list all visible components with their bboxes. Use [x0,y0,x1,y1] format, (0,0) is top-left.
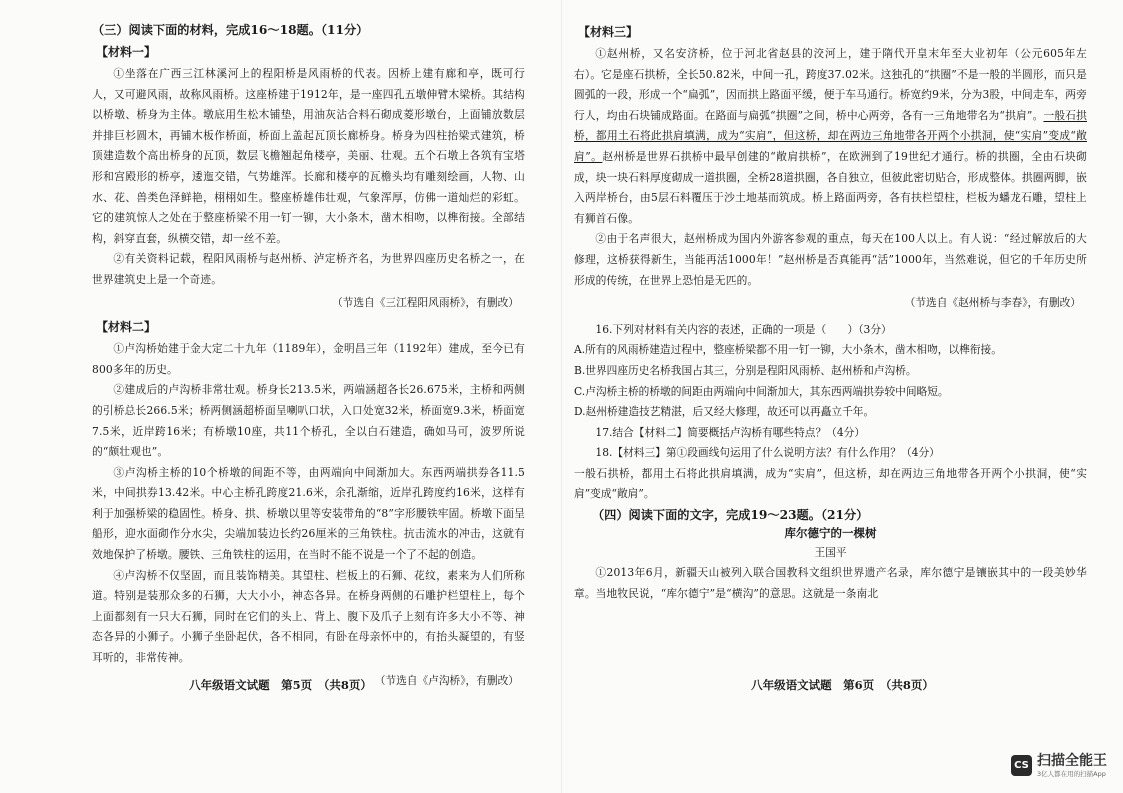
material-2-para-1: ①卢沟桥始建于金大定二十九年（1189年），金明昌三年（1192年）建成，至今已有800多年的历史。 [92,342,525,376]
story-title: 库尔德宁的一棵树 [784,526,877,541]
material-2-para-3: ③卢沟桥主桥的10个桥墩的间距不等，由两端向中间渐加大。东西两端拱券各11.5米，中间拱券13.42米。中心主桥孔跨度21.6米，余孔渐缩，近岸孔跨度约16米，这样有利于加强桥梁的稳固性。桥身、拱、桥墩以里等安装带角的“8”字形腰铁牢固。桥墩下面呈船形，迎水面砌作分水尖，尖端加装边长约26厘米的三角铁柱。抗击流水的冲击，这就有效地保护了桥墩。腰铁、三角铁柱的运用，在当时不能不说是一个了不起的创造。 [92,465,525,562]
material-3-para-1-start: ①赵州桥，又名安济桥，位于河北省赵县的洨河上，建于隋代开皇末年至大业初年（公元605年左右）。它是座石拱桥，全长50.82米，中间一孔，跨度37.02米。这独孔的“拱圈”不是一般的半圆形，而只是圆弧的一段，形成一个“扁弧”，因而拱上路面平缓，便于车马通行。桥宽约9米，分为3股，中间走车，两旁行人，均由石块铺成路面。在路面与扁弧“拱圈”之间，桥中心两旁，各有一三角地带名为“拱肩”。 [574,47,1087,122]
material-3-source: （节选自《赵州桥与李春》，有删改） [904,296,1081,310]
material-3-title: 【材料三】 [578,25,639,39]
material-1-source: （节选自《三江程阳风雨桥》，有删改） [331,295,519,309]
section-4-title: （四）阅读下面的文字，完成19～23题。（21分） [592,508,869,523]
material-1-para-2: ②有关资料记载，程阳风雨桥与赵州桥、泸定桥齐名，为世界四座历史名桥之一，在世界建筑史上是一个奇迹。 [92,252,525,286]
camscanner-watermark [1011,754,1107,778]
material-3-para-1-end: 赵州桥是世界石拱桥中最早创建的“敞肩拱桥”，在欧洲到了19世纪才通行。桥的拱圈，全由石块砌成，块一块石料厚度砌成一道拱圈，全桥28道拱圈，各自独立，但彼此密切贴合，形成整体。拱圈两脚，嵌入两岸桥台，由5层石料覆压于沙土地基而筑成。桥上路面两旁，各有扶栏望柱，栏板为蟠龙石雕，望柱上有狮首石像。 [574,149,1088,225]
question-18: 18.【材料三】第①段画线句运用了什么说明方法？有什么作用？（4分） [595,446,940,460]
camscanner-icon: CS [1011,755,1032,776]
material-2-para-2: ②建成后的卢沟桥非常壮观。桥身长213.5米，两端涵超各长26.675米，主桥和两侧的引桥总长266.5米；桥两侧涵超桥面呈喇叭口状，入口处宽32米，桥面宽9.3米，桥面宽7.5米，近岸跨16米；有桥墩10座，共11个桥孔，全以白石建造，确如马可，波罗所说的“颇壮观也”。 [92,383,525,459]
page-6-footer: 八年级语文试题 第6页 （共8页） [751,678,934,692]
question-16-option-d: D.赵州桥建造技艺精湛，后又经大修理，故还可以再矗立千年。 [574,405,875,419]
page-6 [562,0,1123,793]
story-para-1: ①2013年6月，新疆天山被列入联合国教科文组织世界遗产名录，库尔德宁是镶嵌其中的一段美妙华章。当地牧民说，“库尔德宁”是“横沟”的意思。这就是一条南北 [574,566,1087,600]
page-5 [0,0,561,793]
material-1-title: 【材料一】 [96,45,157,59]
camscanner-name: 扫描全能王 [1037,752,1107,769]
story-author: 王国平 [814,546,847,560]
material-3-para-1 [574,44,1087,229]
camscanner-tagline: 3亿人都在用的扫描App [1037,769,1106,778]
page-5-footer: 八年级语文试题 第5页 （共8页） [189,678,372,692]
question-18-quote: 一般石拱桥，都用土石将此拱肩填满，成为“实肩”，但这桥，却在两边三角地带各开两个小拱洞，使“实肩”变成“敞肩”。 [574,466,1087,501]
question-16-option-b: B.世界四座历史名桥我国占其三，分别是程阳风雨桥、赵州桥和卢沟桥。 [574,363,917,377]
question-16-option-a: A.所有的风雨桥建造过程中，整座桥梁都不用一钉一铆，大小条木，凿木相吻，以榫衔接。 [574,343,1002,357]
material-2-source: （节选自《卢沟桥》，有删改） [374,673,519,687]
material-3-para-2: ②由于名声很大，赵州桥成为国内外游客参观的重点，每天在100人以上。有人说：“经过解放后的大修理，这桥获得新生，当能再活1000年！”赵州桥是否真能再“活”1000年，当然难说，但它的千年历史所形成的传统，在世界上恐怕是无匹的。 [574,232,1087,287]
section-3-title: （三）阅读下面的材料，完成16～18题。（11分） [92,23,369,37]
material-2-title: 【材料二】 [96,320,157,335]
material-3-underlined-sentence: 一般石拱桥，都用土石将此拱肩填满，成为“实肩”，但这桥，却在两边三角地带各开两个小拱洞，使“实肩”变成“敞肩”。 [574,108,1087,163]
question-16-stem: 16.下列对材料有关内容的表述，正确的一项是（ ）（3分） [595,322,892,336]
question-16-option-c: C.卢沟桥主桥的桥墩的间距由两端向中间渐加大，其东西两端拱券较中间略短。 [574,384,949,398]
question-17: 17.结合【材料二】简要概括卢沟桥有哪些特点？（4分） [595,425,866,439]
material-2-para-4: ④卢沟桥不仅坚固，而且装饰精美。其望柱、栏板上的石狮、花纹，素来为人们所称道。特别是装那众多的石狮，大大小小，神态各异。在桥身两侧的石雕护栏望柱上，每个上面都刻有一只大石狮，同时在它们的头上、背上、腹下及爪子上刻有许多大小不等、神态各异的小狮子。小狮子坐卧起伏，各不相同，有卧在母亲怀中的，有抬头凝望的，有竖耳听的，非常传神。 [92,568,525,665]
material-1-para-1: ①坐落在广西三江林溪河上的程阳桥是风雨桥的代表。因桥上建有廊和亭，既可行人，又可避风雨，故称风雨桥。这座桥建于1912年，是一座四孔五墩伸臂木梁桥。其结构以桥墩、桥身为主体。墩底用生松木铺垫，用油灰沾合料石砌成菱形墩台，上面铺放数层并排巨杉圆木，再铺木板作桥面，桥面上盖起瓦顶长廊桥身。桥身为四柱抬梁式建筑，桥顶建造数个高出桥身的瓦顶，数层飞檐翘起角楼亭，美丽、壮观。五个石墩上各筑有宝塔形和宫殿形的桥亭，逶迤交错，气势雄浑。长廊和楼亭的瓦檐头均有雕刻绘画，人物、山水、花、兽类色泽鲜艳，栩栩如生。整座桥雄伟壮观，气象浑厚，仿佛一道灿烂的彩虹。它的建筑惊人之处在于整座桥梁不用一钉一铆，大小条木，凿木相吻，以榫衔接。全部结构，斜穿直套，纵横交错，却一丝不差。 [92,67,525,245]
